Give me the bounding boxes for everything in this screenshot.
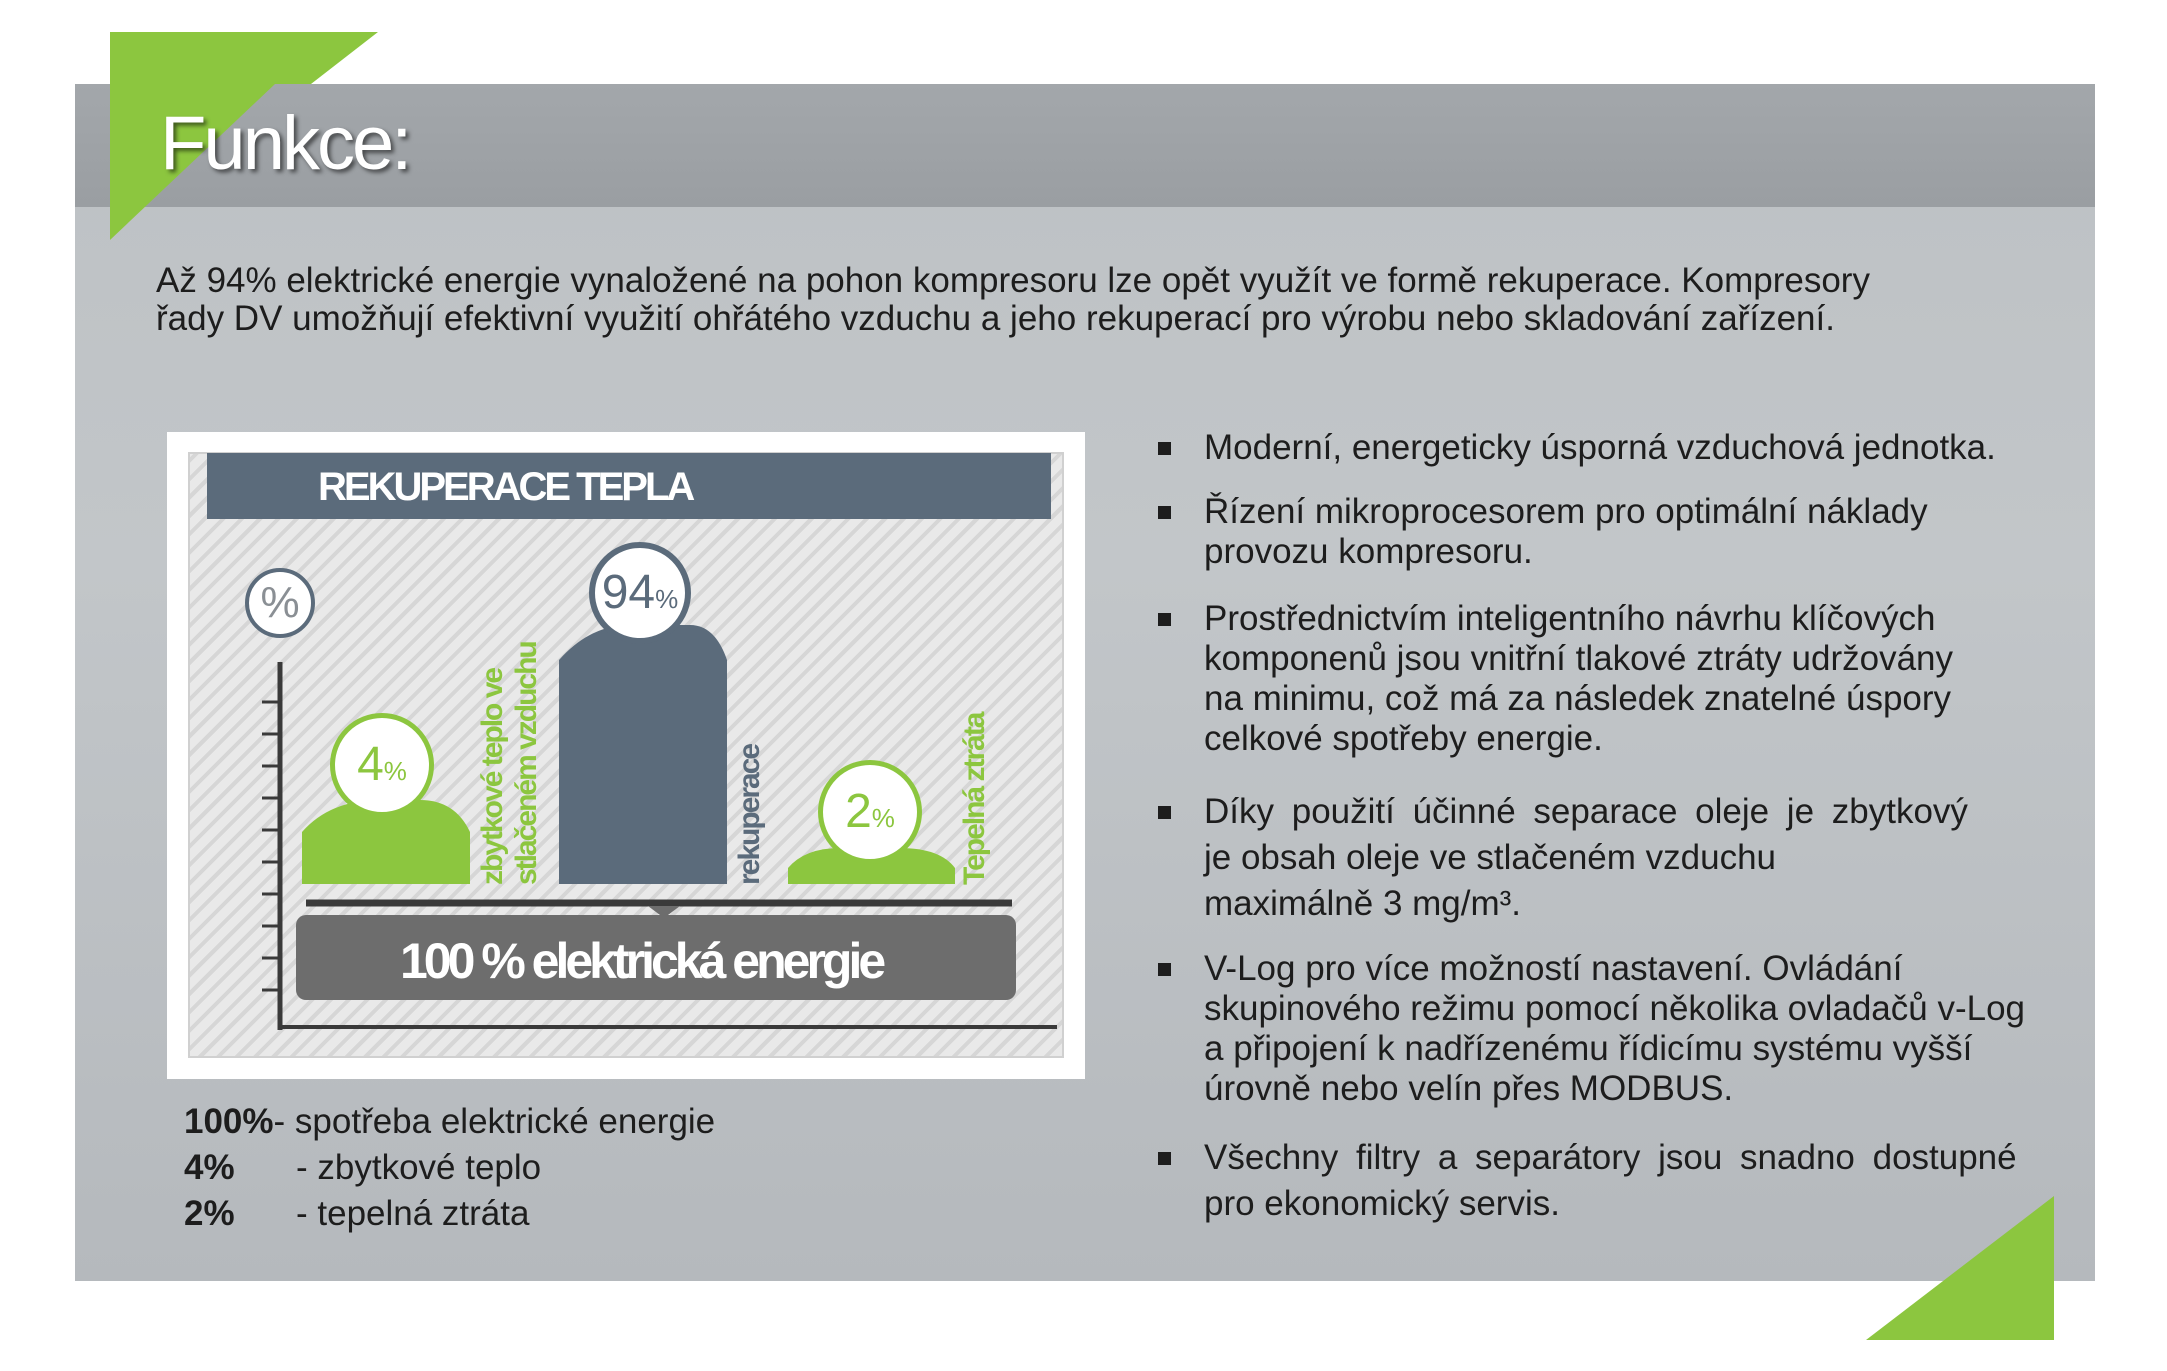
legend-text-2: - zbytkové teplo [296, 1148, 542, 1187]
infographic-title: REKUPERACE TEPLA [318, 465, 693, 509]
value-94: 94 [601, 566, 656, 619]
y-axis-ticks [262, 702, 280, 990]
unit-94: % [655, 584, 679, 614]
bar-label-2: Tepelná ztráta [958, 713, 991, 885]
legend-row-1 [184, 1102, 715, 1142]
bullet-marker [1158, 1152, 1171, 1165]
value-4: 4 [357, 738, 384, 791]
total-energy-label: 100 % elektrická energie [400, 933, 883, 989]
feature-item: Všechny filtry a separátory jsou snadno dostupné pro ekonomický servis. [1150, 1135, 2100, 1227]
unit-2: % [871, 803, 895, 833]
value-2: 2 [845, 785, 872, 838]
legend-row-2 [184, 1148, 541, 1188]
feature-list [1150, 420, 2100, 1227]
feature-item: Prostřednictvím inteligentního návrhu klíčových komponenů jsou vnitřní tlakové ztráty udržovány na minimu, což má za následek znatelné úspory celkové spotřeby energie. [1150, 599, 2100, 759]
bullet-marker [1158, 442, 1171, 455]
feature-item: Řízení mikroprocesorem pro optimální náklady provozu kompresoru. [1150, 492, 2100, 572]
feature-item: Moderní, energeticky úsporná vzduchová jednotka. [1150, 428, 2100, 468]
bullet-marker [1158, 613, 1171, 626]
percent-axis-symbol: % [260, 578, 300, 627]
value-circle-2 [818, 760, 922, 864]
bar-label-4-line2: stlačeném vzduchu [510, 642, 543, 885]
percent-axis-circle [245, 568, 315, 638]
legend-key-1: 100% [184, 1102, 274, 1141]
intro-line-2: řady DV umožňují efektivní využití ohřátého vzduchu a jeho rekuperací pro výrobu nebo skladování zařízení. [156, 299, 1835, 338]
bar-label-94: rekuperace [733, 744, 766, 885]
bullet-marker [1158, 963, 1171, 976]
page-title: Funkce: [160, 101, 410, 186]
legend-key-2: 4% [184, 1148, 235, 1187]
value-circle-94 [589, 542, 691, 644]
legend-text-3: - tepelná ztráta [296, 1194, 530, 1233]
feature-item: V-Log pro více možností nastavení. Ovládání skupinového režimu pomocí několika ovladačů v-Log a připojení k nadřízenému řídicímu systému vyšší úrovně nebo velín přes MODBUS. [1150, 949, 2100, 1109]
corner-accent-bottom [1866, 1196, 2056, 1342]
intro-line-1: Až 94% elektrické energie vynaložené na pohon kompresoru lze opět využít ve formě rekuperace. Kompresory [156, 261, 1870, 300]
feature-item: Díky použití účinné separace oleje je zbytkový je obsah oleje ve stlačeném vzduchu maximálně 3 mg/m³. [1150, 789, 2100, 927]
unit-4: % [383, 756, 407, 786]
bar-94-percent [559, 625, 727, 884]
legend-text-1: - spotřeba elektrické energie [273, 1102, 716, 1141]
legend-key-3: 2% [184, 1194, 235, 1233]
value-circle-4 [330, 713, 434, 817]
bar-label-4-line1: zbytkové teplo ve [476, 668, 509, 885]
legend-row-3 [184, 1194, 529, 1234]
bullet-marker [1158, 506, 1171, 519]
bullet-marker [1158, 806, 1171, 819]
